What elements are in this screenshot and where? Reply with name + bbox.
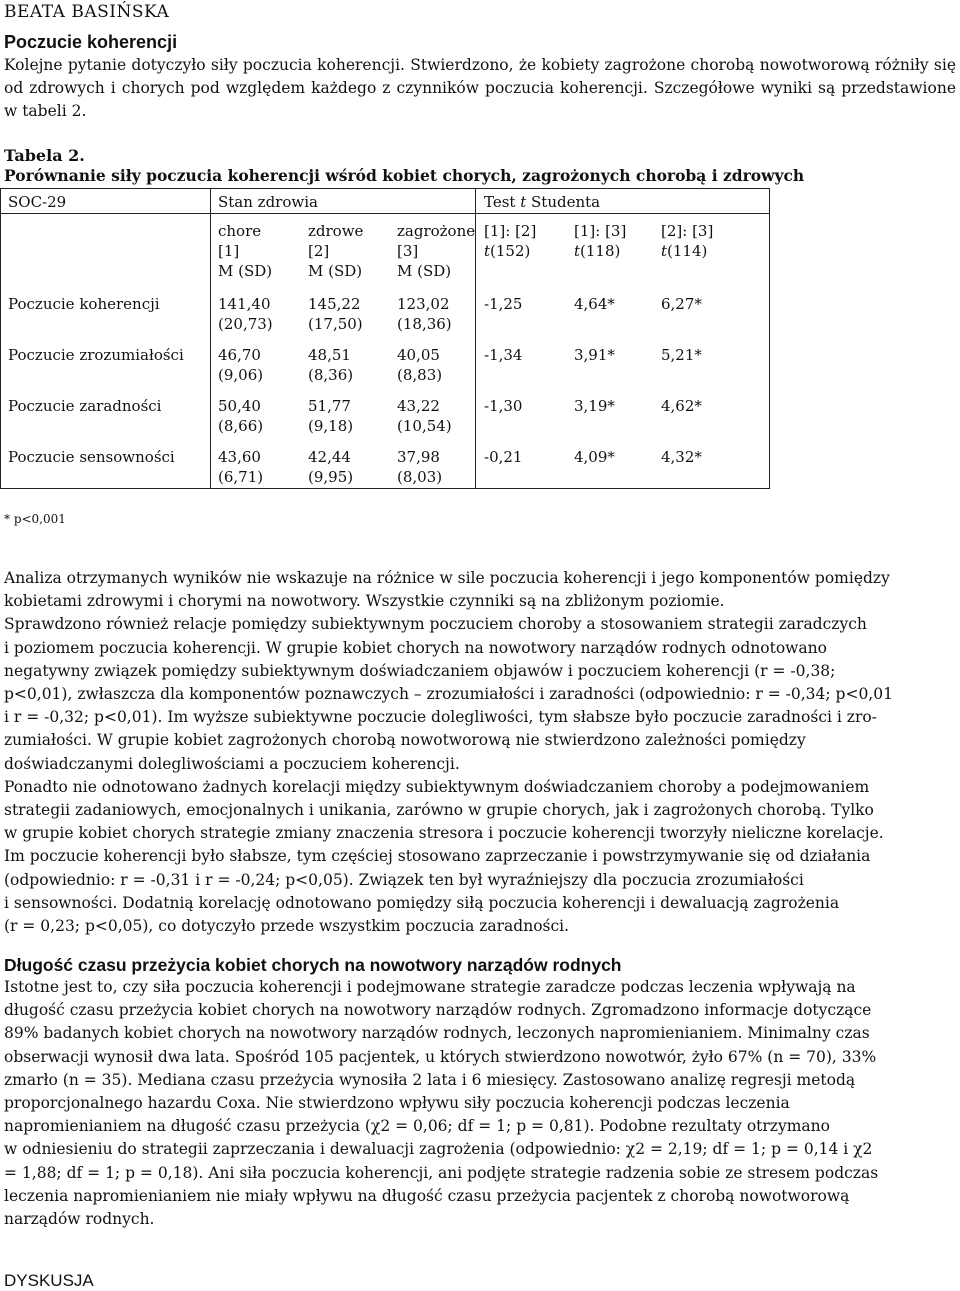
- intro-text: Kolejne pytanie dotyczyło siły poczucia koherencji. Stwierdzono, że kobiety zagrożone chorobą nowotworową różniły się od zdrowych i chorych pod względem każdego z czynników poczucia koherencji. Szczegółowe wyniki są przedstawione w tabeli 2.: [4, 56, 956, 121]
- body-line: (odpowiednio: r = -0,31 i r = -0,24; p<0,05). Związek ten był wyraźniejszy dla poczucia zrozumiałości: [4, 870, 804, 889]
- survival-line: proporcjonalnego hazardu Coxa. Nie stwierdzono wpływu siły poczucia koherencji podczas leczenia: [4, 1094, 790, 1113]
- survival-line: obserwacji wynosił dwa lata. Spośród 105 pacjentek, u których stwierdzono nowotwór, żyło 67% (n = 70), 33%: [4, 1047, 877, 1066]
- body-line: zumiałości. W grupie kobiet zagrożonych chorobą nowotworową nie stwierdzono zależności pomiędzy: [4, 731, 806, 750]
- mean-sd-cell: 43,60 (6,71): [218, 448, 264, 486]
- survival-line: w odniesieniu do strategii zaprzeczania i dewaluacji zagrożenia (odpowiednio: χ2 = 2,19; df = 1; p = 0,14 i χ2: [4, 1140, 873, 1159]
- mean-sd-cell: 50,40 (8,66): [218, 397, 264, 435]
- row-label: Poczucie sensowności: [8, 448, 175, 466]
- body-line: Ponadto nie odnotowano żadnych korelacji między subiektywnym doświadczaniem choroby a podejmowaniem: [4, 777, 870, 796]
- mean-sd-cell: 43,22 (10,54): [397, 397, 452, 435]
- t-value-cell: 6,27*: [661, 295, 702, 313]
- body-line: Im poczucie koherencji było słabsze, tym częściej stosowano zaprzeczanie i powstrzymywanie się od działania: [4, 847, 871, 866]
- t-value-cell: 4,32*: [661, 448, 702, 466]
- group-header-sick: chore [1] M (SD): [218, 222, 273, 280]
- survival-line: narządów rodnych.: [4, 1210, 155, 1229]
- survival-line: leczenia napromienianiem nie miały wpływu na długość czasu przeżycia pacjentek z chorobą nowotworową: [4, 1186, 850, 1205]
- mean-sd-cell: 42,44 (9,95): [308, 448, 354, 486]
- header-t-test: Test t Studenta: [484, 193, 601, 211]
- t-value-cell: 3,91*: [574, 346, 615, 364]
- body-line: doświadczanymi dolegliwościami a poczuciem koherencji.: [4, 754, 460, 773]
- test-header-1-2: [1]: [2] t(152): [484, 222, 537, 260]
- body-line: Sprawdzono również relacje pomiędzy subiektywnym poczuciem choroby a stosowaniem strategii zaradczych: [4, 615, 867, 634]
- table-caption: Porównanie siły poczucia koherencji wśród kobiet chorych, zagrożonych chorobą i zdrowych: [4, 166, 805, 185]
- mean-sd-cell: 145,22 (17,50): [308, 295, 363, 333]
- body-line: i sensowności. Dodatnią korelację odnotowano pomiędzy siłą poczucia koherencji i dewaluacją zagrożenia: [4, 893, 840, 912]
- mean-sd-cell: 46,70 (9,06): [218, 346, 264, 384]
- row-label: Poczucie zrozumiałości: [8, 346, 184, 364]
- mean-sd-cell: 51,77 (9,18): [308, 397, 354, 435]
- survival-line: Istotne jest to, czy siła poczucia koherencji i podejmowane strategie zaradcze podczas leczenia wpływają na: [4, 978, 856, 996]
- running-footer-section: DYSKUSJA: [4, 1271, 94, 1290]
- analysis-paragraphs: [4, 567, 956, 938]
- row-label: Poczucie koherencji: [8, 295, 160, 313]
- t-value-cell: -1,30: [484, 397, 523, 415]
- test-header-2-3: [2]: [3] t(114): [661, 222, 714, 260]
- table-label: Tabela 2.: [4, 146, 85, 165]
- mean-sd-cell: 141,40 (20,73): [218, 295, 273, 333]
- mean-sd-cell: 48,51 (8,36): [308, 346, 354, 384]
- table-rule-right: [769, 188, 770, 489]
- t-value-cell: 5,21*: [661, 346, 702, 364]
- results-table: [0, 0, 960, 520]
- table-rule-top: [0, 188, 770, 189]
- running-header-author: BEATA BASIŃSKA: [4, 2, 170, 22]
- table-rule-left: [0, 188, 1, 489]
- group-header-healthy: zdrowe [2] M (SD): [308, 222, 364, 280]
- header-soc: SOC-29: [8, 193, 67, 211]
- table-rule-header: [0, 213, 770, 214]
- t-value-cell: 4,62*: [661, 397, 702, 415]
- t-value-cell: 3,19*: [574, 397, 615, 415]
- body-line: kobietami zdrowymi i chorymi na nowotwory. Wszystkie czynniki są na zbliżonym poziomie.: [4, 592, 725, 611]
- survival-line: 89% badanych kobiet chorych na nowotwory narządów rodnych, leczonych napromienianiem. Minimalny czas: [4, 1024, 870, 1043]
- body-line: (r = 0,23; p<0,05), co dotyczyło przede wszystkim poczucia zaradności.: [4, 917, 570, 936]
- survival-paragraph: [4, 976, 956, 1231]
- body-line: negatywny związek pomiędzy subiektywnym doświadczaniem objawów i poczuciem koherencji (r = -0,38;: [4, 661, 836, 680]
- body-line: w grupie kobiet chorych strategie zmiany znaczenia stresora i poczucie koherencji tworzyły nieliczne korelacje.: [4, 824, 884, 843]
- survival-line: napromienianiem na długość czasu przeżycia (χ2 = 0,06; df = 1; p = 0,81). Podobne rezultaty otrzymano: [4, 1117, 830, 1136]
- test-header-1-3: [1]: [3] t(118): [574, 222, 627, 260]
- body-line: p<0,01), zwłaszcza dla komponentów poznawczych – zrozumiałości i zaradności (odpowiednio: r = -0,34; p<0,01: [4, 685, 893, 704]
- t-value-cell: -0,21: [484, 448, 523, 466]
- t-value-cell: 4,09*: [574, 448, 615, 466]
- section-title-survival: Długość czasu przeżycia kobiet chorych na nowotwory narządów rodnych: [4, 955, 622, 975]
- t-value-cell: -1,25: [484, 295, 523, 313]
- mean-sd-cell: 40,05 (8,83): [397, 346, 443, 384]
- table-footnote: * p<0,001: [4, 512, 66, 526]
- body-line: strategii zadaniowych, emocjonalnych i unikania, zarówno w grupie chorych, jak i zagrożonych chorobą. Tylko: [4, 801, 874, 820]
- survival-line: = 1,88; df = 1; p = 0,18). Ani siła poczucia koherencji, ani podjęte strategie radzenia sobie ze stresem podczas: [4, 1163, 879, 1182]
- t-value-cell: 4,64*: [574, 295, 615, 313]
- table-rule-col1: [210, 188, 211, 489]
- row-label: Poczucie zaradności: [8, 397, 162, 415]
- t-value-cell: -1,34: [484, 346, 523, 364]
- body-line: i poziomem poczucia koherencji. W grupie kobiet chorych na nowotwory narządów rodnych odnotowano: [4, 638, 827, 657]
- header-health-status: Stan zdrowia: [218, 193, 318, 211]
- body-line: Analiza otrzymanych wyników nie wskazuje na różnice w sile poczucia koherencji i jego komponentów pomiędzy: [4, 569, 890, 587]
- body-line: i r = -0,32; p<0,01). Im wyższe subiektywne poczucie dolegliwości, tym słabsze było poczucie zaradności i zro-: [4, 708, 877, 727]
- table-rule-col2: [475, 188, 476, 489]
- section-title-coherence: Poczucie koherencji: [4, 32, 178, 52]
- survival-line: zmarło (n = 35). Mediana czasu przeżycia wynosiła 2 lata i 6 miesięcy. Zastosowano analizę regresji metodą: [4, 1070, 856, 1089]
- mean-sd-cell: 37,98 (8,03): [397, 448, 443, 486]
- mean-sd-cell: 123,02 (18,36): [397, 295, 452, 333]
- survival-line: długość czasu przeżycia kobiet chorych na nowotwory narządów rodnych. Zgromadzono informacje dotyczące: [4, 1001, 872, 1020]
- group-header-at-risk: zagrożone [3] M (SD): [397, 222, 476, 280]
- table-rule-bottom: [0, 488, 770, 489]
